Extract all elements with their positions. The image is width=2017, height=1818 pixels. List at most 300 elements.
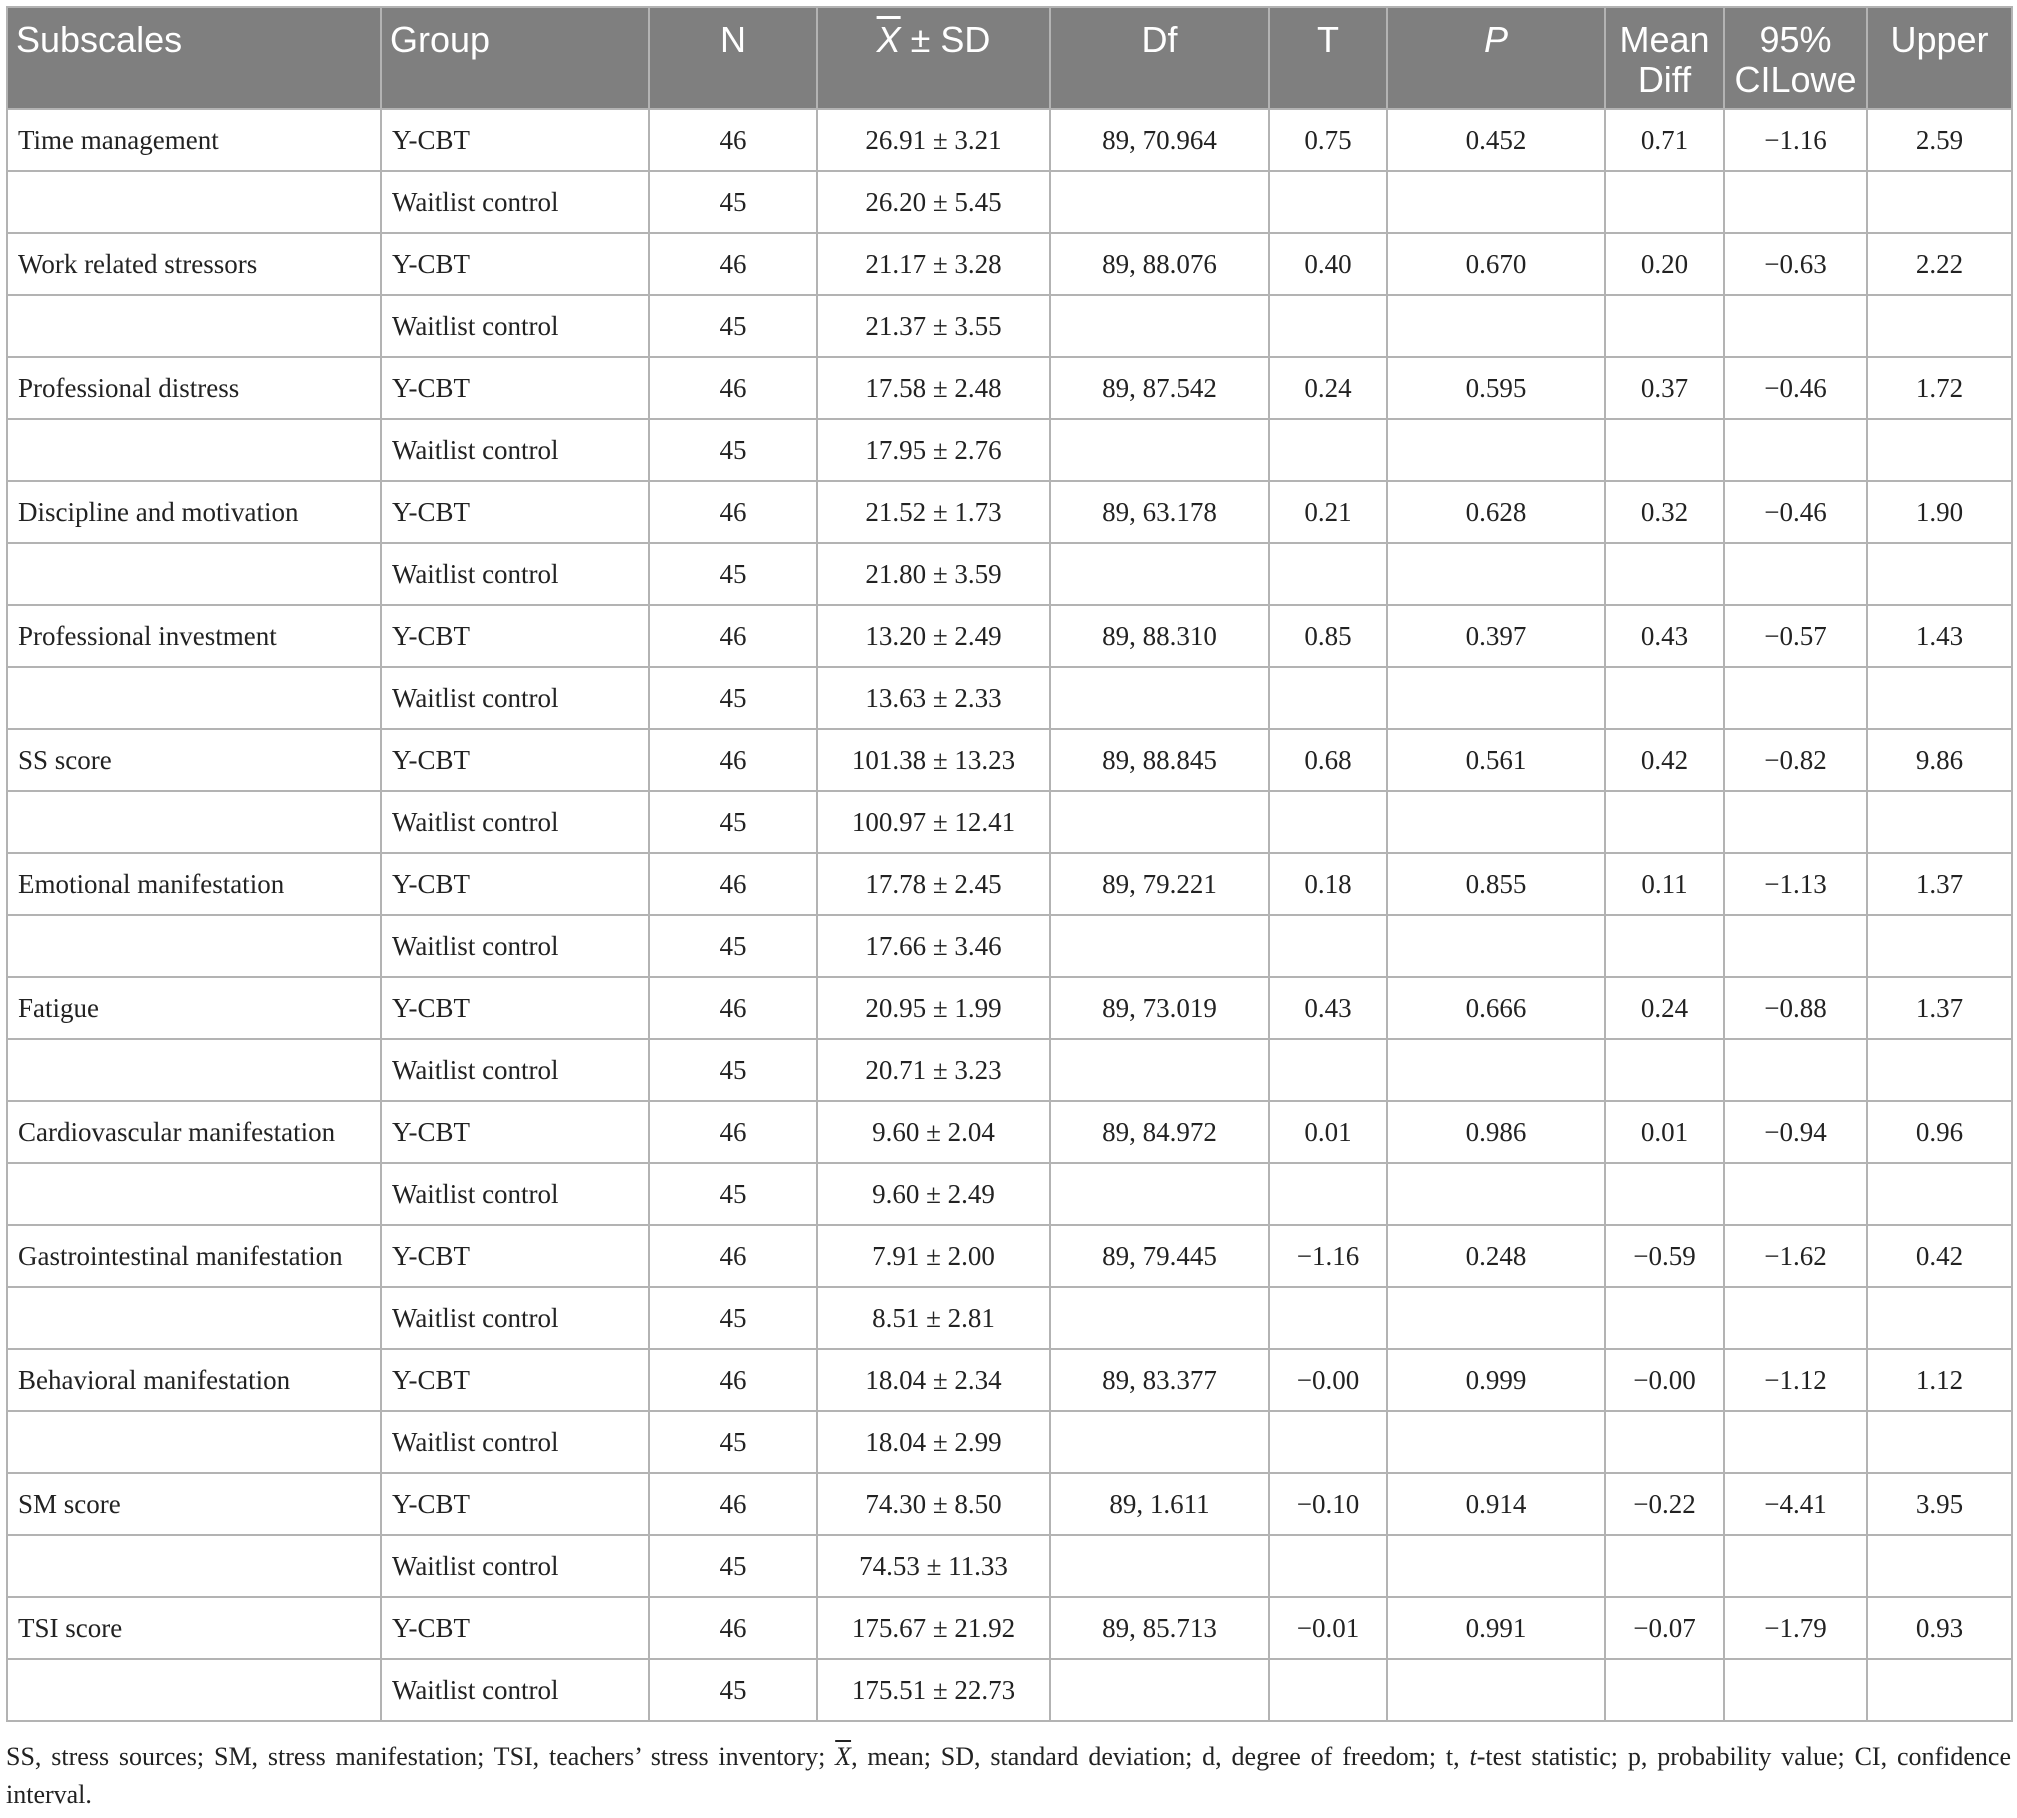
cell-subscale: Time management — [7, 109, 381, 171]
cell-group: Y-CBT — [381, 977, 649, 1039]
cell-p — [1387, 171, 1605, 233]
cell-n: 45 — [649, 295, 817, 357]
cell-upper: 1.90 — [1867, 481, 2012, 543]
cell-ci-lower: −1.13 — [1724, 853, 1867, 915]
footnote-abbrev-3: -test statistic; p, probability value; CI, confidence interval. — [6, 1742, 2011, 1809]
cell-df: 89, 88.845 — [1050, 729, 1269, 791]
cell-group: Y-CBT — [381, 1225, 649, 1287]
cell-n: 45 — [649, 543, 817, 605]
table-row — [7, 1535, 2012, 1597]
cell-group: Y-CBT — [381, 481, 649, 543]
cell-mean-diff — [1605, 1287, 1724, 1349]
cell-subscale — [7, 1163, 381, 1225]
cell-upper — [1867, 1411, 2012, 1473]
cell-t: 0.18 — [1269, 853, 1387, 915]
cell-ci-lower: −0.94 — [1724, 1101, 1867, 1163]
cell-group: Waitlist control — [381, 543, 649, 605]
cell-n: 45 — [649, 791, 817, 853]
cell-ci-lower — [1724, 667, 1867, 729]
cell-mean-sd: 175.67 ± 21.92 — [817, 1597, 1050, 1659]
cell-ci-lower: −0.88 — [1724, 977, 1867, 1039]
cell-upper: 0.42 — [1867, 1225, 2012, 1287]
header-p: P — [1387, 7, 1605, 109]
cell-p: 0.855 — [1387, 853, 1605, 915]
table-row — [7, 791, 2012, 853]
cell-mean-diff — [1605, 915, 1724, 977]
cell-group: Waitlist control — [381, 171, 649, 233]
cell-ci-lower: −1.16 — [1724, 109, 1867, 171]
cell-ci-lower: −0.57 — [1724, 605, 1867, 667]
cell-p — [1387, 1039, 1605, 1101]
cell-df — [1050, 1659, 1269, 1721]
cell-group: Y-CBT — [381, 233, 649, 295]
cell-mean-diff: 0.24 — [1605, 977, 1724, 1039]
cell-t: 0.01 — [1269, 1101, 1387, 1163]
cell-upper: 3.95 — [1867, 1473, 2012, 1535]
cell-t — [1269, 419, 1387, 481]
cell-group: Waitlist control — [381, 419, 649, 481]
header-group: Group — [381, 7, 649, 109]
cell-df: 89, 83.377 — [1050, 1349, 1269, 1411]
cell-upper — [1867, 1535, 2012, 1597]
cell-mean-diff: −0.59 — [1605, 1225, 1724, 1287]
cell-p: 0.666 — [1387, 977, 1605, 1039]
footnote-xbar-symbol: $\overline{X}$ — [835, 1742, 852, 1771]
cell-mean-diff — [1605, 295, 1724, 357]
cell-mean-diff: −0.22 — [1605, 1473, 1724, 1535]
cell-subscale: Fatigue — [7, 977, 381, 1039]
cell-group: Waitlist control — [381, 1039, 649, 1101]
cell-mean-sd: 21.37 ± 3.55 — [817, 295, 1050, 357]
cell-n: 45 — [649, 667, 817, 729]
cell-p — [1387, 1163, 1605, 1225]
cell-subscale: Gastrointestinal manifestation — [7, 1225, 381, 1287]
cell-upper — [1867, 1287, 2012, 1349]
cell-df: 89, 88.310 — [1050, 605, 1269, 667]
cell-n: 46 — [649, 729, 817, 791]
table-footnote — [6, 1738, 2011, 1814]
cell-p: 0.248 — [1387, 1225, 1605, 1287]
cell-ci-lower — [1724, 915, 1867, 977]
cell-group: Waitlist control — [381, 1287, 649, 1349]
header-subscales: Subscales — [7, 7, 381, 109]
table-row — [7, 295, 2012, 357]
footnote-abbrev-2: , mean; SD, standard deviation; d, degree of freedom; t, — [851, 1742, 1470, 1771]
cell-p: 0.914 — [1387, 1473, 1605, 1535]
cell-n: 46 — [649, 605, 817, 667]
cell-mean-sd: 18.04 ± 2.99 — [817, 1411, 1050, 1473]
cell-t: −0.10 — [1269, 1473, 1387, 1535]
cell-group: Y-CBT — [381, 109, 649, 171]
cell-group: Y-CBT — [381, 605, 649, 667]
cell-upper — [1867, 171, 2012, 233]
cell-mean-sd: 26.91 ± 3.21 — [817, 109, 1050, 171]
cell-n: 46 — [649, 1349, 817, 1411]
cell-df: 89, 85.713 — [1050, 1597, 1269, 1659]
cell-t — [1269, 1163, 1387, 1225]
cell-upper — [1867, 791, 2012, 853]
cell-subscale — [7, 1287, 381, 1349]
cell-df — [1050, 419, 1269, 481]
cell-mean-diff — [1605, 171, 1724, 233]
cell-p — [1387, 667, 1605, 729]
cell-df — [1050, 295, 1269, 357]
cell-t: 0.21 — [1269, 481, 1387, 543]
cell-ci-lower: −1.62 — [1724, 1225, 1867, 1287]
cell-mean-diff: 0.37 — [1605, 357, 1724, 419]
cell-df — [1050, 915, 1269, 977]
cell-mean-diff — [1605, 667, 1724, 729]
cell-mean-diff: 0.42 — [1605, 729, 1724, 791]
cell-t — [1269, 171, 1387, 233]
cell-subscale: SS score — [7, 729, 381, 791]
header-ci-lower: 95% CILowe — [1724, 7, 1867, 109]
cell-df — [1050, 667, 1269, 729]
cell-mean-sd: 175.51 ± 22.73 — [817, 1659, 1050, 1721]
table-row — [7, 1225, 2012, 1287]
cell-group: Waitlist control — [381, 1535, 649, 1597]
cell-ci-lower — [1724, 1535, 1867, 1597]
cell-mean-sd: 26.20 ± 5.45 — [817, 171, 1050, 233]
footnote-t-italic: t — [1469, 1742, 1477, 1771]
cell-n: 46 — [649, 1473, 817, 1535]
cell-mean-sd: 74.30 ± 8.50 — [817, 1473, 1050, 1535]
cell-mean-sd: 74.53 ± 11.33 — [817, 1535, 1050, 1597]
table-row — [7, 543, 2012, 605]
cell-mean-sd: 8.51 ± 2.81 — [817, 1287, 1050, 1349]
cell-t: 0.40 — [1269, 233, 1387, 295]
cell-df — [1050, 791, 1269, 853]
cell-df: 89, 88.076 — [1050, 233, 1269, 295]
cell-n: 46 — [649, 853, 817, 915]
cell-upper: 1.72 — [1867, 357, 2012, 419]
cell-t: 0.85 — [1269, 605, 1387, 667]
header-mean-sd — [817, 7, 1050, 109]
cell-mean-diff — [1605, 1535, 1724, 1597]
cell-group: Y-CBT — [381, 1597, 649, 1659]
cell-subscale — [7, 791, 381, 853]
cell-subscale: Professional distress — [7, 357, 381, 419]
cell-subscale — [7, 419, 381, 481]
cell-df — [1050, 1411, 1269, 1473]
cell-group: Waitlist control — [381, 791, 649, 853]
table-row — [7, 729, 2012, 791]
cell-mean-sd: 20.95 ± 1.99 — [817, 977, 1050, 1039]
cell-t — [1269, 295, 1387, 357]
cell-df — [1050, 1535, 1269, 1597]
table-row — [7, 1039, 2012, 1101]
cell-subscale: Emotional manifestation — [7, 853, 381, 915]
cell-p: 0.397 — [1387, 605, 1605, 667]
cell-p: 0.999 — [1387, 1349, 1605, 1411]
header-upper: Upper — [1867, 7, 2012, 109]
cell-mean-diff: −0.00 — [1605, 1349, 1724, 1411]
cell-subscale — [7, 667, 381, 729]
cell-subscale: Work related stressors — [7, 233, 381, 295]
cell-p: 0.628 — [1387, 481, 1605, 543]
footnote-abbrev-1: SS, stress sources; SM, stress manifestation; TSI, teachers’ stress inventory; — [6, 1742, 836, 1771]
table-row — [7, 1411, 2012, 1473]
cell-p — [1387, 1287, 1605, 1349]
cell-t — [1269, 791, 1387, 853]
cell-upper — [1867, 419, 2012, 481]
cell-n: 45 — [649, 915, 817, 977]
cell-group: Waitlist control — [381, 1659, 649, 1721]
cell-mean-diff — [1605, 1163, 1724, 1225]
cell-upper: 9.86 — [1867, 729, 2012, 791]
table-row — [7, 1101, 2012, 1163]
cell-ci-lower: −0.63 — [1724, 233, 1867, 295]
cell-upper — [1867, 667, 2012, 729]
cell-t — [1269, 1287, 1387, 1349]
cell-mean-sd: 9.60 ± 2.04 — [817, 1101, 1050, 1163]
cell-t — [1269, 1039, 1387, 1101]
cell-p — [1387, 791, 1605, 853]
cell-n: 45 — [649, 419, 817, 481]
table-container — [6, 6, 2011, 1814]
cell-ci-lower — [1724, 543, 1867, 605]
table-row — [7, 1163, 2012, 1225]
cell-mean-sd: 100.97 ± 12.41 — [817, 791, 1050, 853]
cell-n: 46 — [649, 1225, 817, 1287]
cell-ci-lower: −0.46 — [1724, 357, 1867, 419]
cell-n: 46 — [649, 109, 817, 171]
cell-ci-lower: −1.12 — [1724, 1349, 1867, 1411]
cell-n: 45 — [649, 1163, 817, 1225]
cell-p: 0.561 — [1387, 729, 1605, 791]
cell-ci-lower — [1724, 1163, 1867, 1225]
cell-group: Waitlist control — [381, 915, 649, 977]
cell-t — [1269, 1535, 1387, 1597]
cell-group: Y-CBT — [381, 853, 649, 915]
cell-df — [1050, 543, 1269, 605]
cell-upper — [1867, 1163, 2012, 1225]
cell-mean-diff — [1605, 1039, 1724, 1101]
cell-p — [1387, 419, 1605, 481]
cell-mean-sd: 20.71 ± 3.23 — [817, 1039, 1050, 1101]
cell-mean-sd: 101.38 ± 13.23 — [817, 729, 1050, 791]
cell-mean-diff: 0.01 — [1605, 1101, 1724, 1163]
cell-upper: 1.43 — [1867, 605, 2012, 667]
cell-p — [1387, 1659, 1605, 1721]
cell-n: 45 — [649, 1659, 817, 1721]
cell-subscale: Behavioral manifestation — [7, 1349, 381, 1411]
table-row — [7, 1349, 2012, 1411]
cell-mean-diff: 0.43 — [1605, 605, 1724, 667]
cell-upper: 2.59 — [1867, 109, 2012, 171]
cell-n: 45 — [649, 171, 817, 233]
cell-ci-lower — [1724, 1039, 1867, 1101]
table-row — [7, 667, 2012, 729]
cell-df — [1050, 1039, 1269, 1101]
table-row — [7, 977, 2012, 1039]
cell-n: 46 — [649, 1597, 817, 1659]
cell-mean-diff: 0.11 — [1605, 853, 1724, 915]
cell-mean-sd: 18.04 ± 2.34 — [817, 1349, 1050, 1411]
cell-ci-lower — [1724, 419, 1867, 481]
cell-p — [1387, 1535, 1605, 1597]
cell-p: 0.670 — [1387, 233, 1605, 295]
table-row — [7, 605, 2012, 667]
cell-mean-diff — [1605, 791, 1724, 853]
cell-upper: 2.22 — [1867, 233, 2012, 295]
cell-t — [1269, 915, 1387, 977]
cell-subscale — [7, 295, 381, 357]
cell-mean-sd: 21.17 ± 3.28 — [817, 233, 1050, 295]
cell-upper: 0.93 — [1867, 1597, 2012, 1659]
cell-mean-diff: −0.07 — [1605, 1597, 1724, 1659]
cell-upper — [1867, 1039, 2012, 1101]
cell-n: 46 — [649, 481, 817, 543]
table-row — [7, 853, 2012, 915]
cell-group: Waitlist control — [381, 295, 649, 357]
cell-n: 45 — [649, 1411, 817, 1473]
cell-subscale — [7, 915, 381, 977]
cell-t: −0.00 — [1269, 1349, 1387, 1411]
cell-mean-sd: 17.58 ± 2.48 — [817, 357, 1050, 419]
table-body — [7, 109, 2012, 1721]
cell-mean-sd: 17.66 ± 3.46 — [817, 915, 1050, 977]
table-row — [7, 109, 2012, 171]
cell-df: 89, 1.611 — [1050, 1473, 1269, 1535]
cell-subscale — [7, 1039, 381, 1101]
cell-n: 45 — [649, 1535, 817, 1597]
cell-ci-lower — [1724, 1411, 1867, 1473]
cell-t: −0.01 — [1269, 1597, 1387, 1659]
header-row — [7, 7, 2012, 109]
cell-mean-diff: 0.71 — [1605, 109, 1724, 171]
results-table — [6, 6, 2013, 1722]
cell-df — [1050, 1163, 1269, 1225]
cell-n: 46 — [649, 357, 817, 419]
cell-subscale: Discipline and motivation — [7, 481, 381, 543]
cell-subscale — [7, 171, 381, 233]
cell-ci-lower — [1724, 1659, 1867, 1721]
cell-upper — [1867, 1659, 2012, 1721]
table-row — [7, 915, 2012, 977]
cell-n: 46 — [649, 977, 817, 1039]
cell-subscale — [7, 1659, 381, 1721]
cell-df: 89, 84.972 — [1050, 1101, 1269, 1163]
cell-t: −1.16 — [1269, 1225, 1387, 1287]
cell-t: 0.43 — [1269, 977, 1387, 1039]
cell-group: Y-CBT — [381, 1101, 649, 1163]
table-row — [7, 1659, 2012, 1721]
cell-n: 45 — [649, 1039, 817, 1101]
cell-group: Y-CBT — [381, 729, 649, 791]
cell-t — [1269, 1659, 1387, 1721]
cell-p — [1387, 543, 1605, 605]
cell-upper — [1867, 543, 2012, 605]
cell-p: 0.452 — [1387, 109, 1605, 171]
cell-p: 0.991 — [1387, 1597, 1605, 1659]
cell-mean-sd: 21.52 ± 1.73 — [817, 481, 1050, 543]
cell-mean-sd: 7.91 ± 2.00 — [817, 1225, 1050, 1287]
cell-p — [1387, 915, 1605, 977]
cell-subscale: Cardiovascular manifestation — [7, 1101, 381, 1163]
xbar-symbol: $\overline{X}$ — [876, 19, 901, 60]
cell-n: 46 — [649, 233, 817, 295]
cell-mean-diff — [1605, 419, 1724, 481]
cell-n: 46 — [649, 1101, 817, 1163]
table-row — [7, 1287, 2012, 1349]
cell-df: 89, 70.964 — [1050, 109, 1269, 171]
cell-t — [1269, 543, 1387, 605]
cell-ci-lower: −1.79 — [1724, 1597, 1867, 1659]
cell-df — [1050, 171, 1269, 233]
cell-mean-sd: 17.95 ± 2.76 — [817, 419, 1050, 481]
cell-ci-lower — [1724, 791, 1867, 853]
header-mean-diff: Mean Diff — [1605, 7, 1724, 109]
cell-subscale — [7, 1535, 381, 1597]
cell-upper: 0.96 — [1867, 1101, 2012, 1163]
cell-mean-sd: 21.80 ± 3.59 — [817, 543, 1050, 605]
cell-mean-diff: 0.32 — [1605, 481, 1724, 543]
cell-p: 0.986 — [1387, 1101, 1605, 1163]
cell-upper — [1867, 295, 2012, 357]
cell-mean-sd: 13.63 ± 2.33 — [817, 667, 1050, 729]
cell-mean-diff — [1605, 1659, 1724, 1721]
cell-p: 0.595 — [1387, 357, 1605, 419]
header-mean-sd-label: ± SD — [900, 19, 991, 60]
cell-t: 0.68 — [1269, 729, 1387, 791]
cell-ci-lower: −4.41 — [1724, 1473, 1867, 1535]
cell-upper — [1867, 915, 2012, 977]
cell-df: 89, 63.178 — [1050, 481, 1269, 543]
cell-group: Y-CBT — [381, 1349, 649, 1411]
table-row — [7, 233, 2012, 295]
cell-group: Waitlist control — [381, 1411, 649, 1473]
cell-upper: 1.37 — [1867, 853, 2012, 915]
cell-group: Y-CBT — [381, 1473, 649, 1535]
cell-p — [1387, 1411, 1605, 1473]
table-row — [7, 357, 2012, 419]
cell-ci-lower: −0.82 — [1724, 729, 1867, 791]
header-n: N — [649, 7, 817, 109]
cell-t — [1269, 667, 1387, 729]
cell-ci-lower — [1724, 171, 1867, 233]
cell-upper: 1.37 — [1867, 977, 2012, 1039]
cell-group: Waitlist control — [381, 667, 649, 729]
cell-subscale: Professional investment — [7, 605, 381, 667]
cell-t — [1269, 1411, 1387, 1473]
cell-n: 45 — [649, 1287, 817, 1349]
cell-t: 0.24 — [1269, 357, 1387, 419]
cell-subscale: SM score — [7, 1473, 381, 1535]
header-t: T — [1269, 7, 1387, 109]
header-df: Df — [1050, 7, 1269, 109]
cell-mean-diff: 0.20 — [1605, 233, 1724, 295]
cell-df: 89, 79.221 — [1050, 853, 1269, 915]
table-row — [7, 419, 2012, 481]
cell-p — [1387, 295, 1605, 357]
cell-subscale: TSI score — [7, 1597, 381, 1659]
cell-group: Y-CBT — [381, 357, 649, 419]
cell-subscale — [7, 543, 381, 605]
cell-ci-lower — [1724, 295, 1867, 357]
cell-mean-sd: 9.60 ± 2.49 — [817, 1163, 1050, 1225]
cell-df: 89, 87.542 — [1050, 357, 1269, 419]
cell-mean-sd: 17.78 ± 2.45 — [817, 853, 1050, 915]
table-row — [7, 1597, 2012, 1659]
cell-df — [1050, 1287, 1269, 1349]
table-row — [7, 1473, 2012, 1535]
cell-mean-diff — [1605, 1411, 1724, 1473]
table-row — [7, 481, 2012, 543]
cell-ci-lower: −0.46 — [1724, 481, 1867, 543]
cell-group: Waitlist control — [381, 1163, 649, 1225]
cell-ci-lower — [1724, 1287, 1867, 1349]
